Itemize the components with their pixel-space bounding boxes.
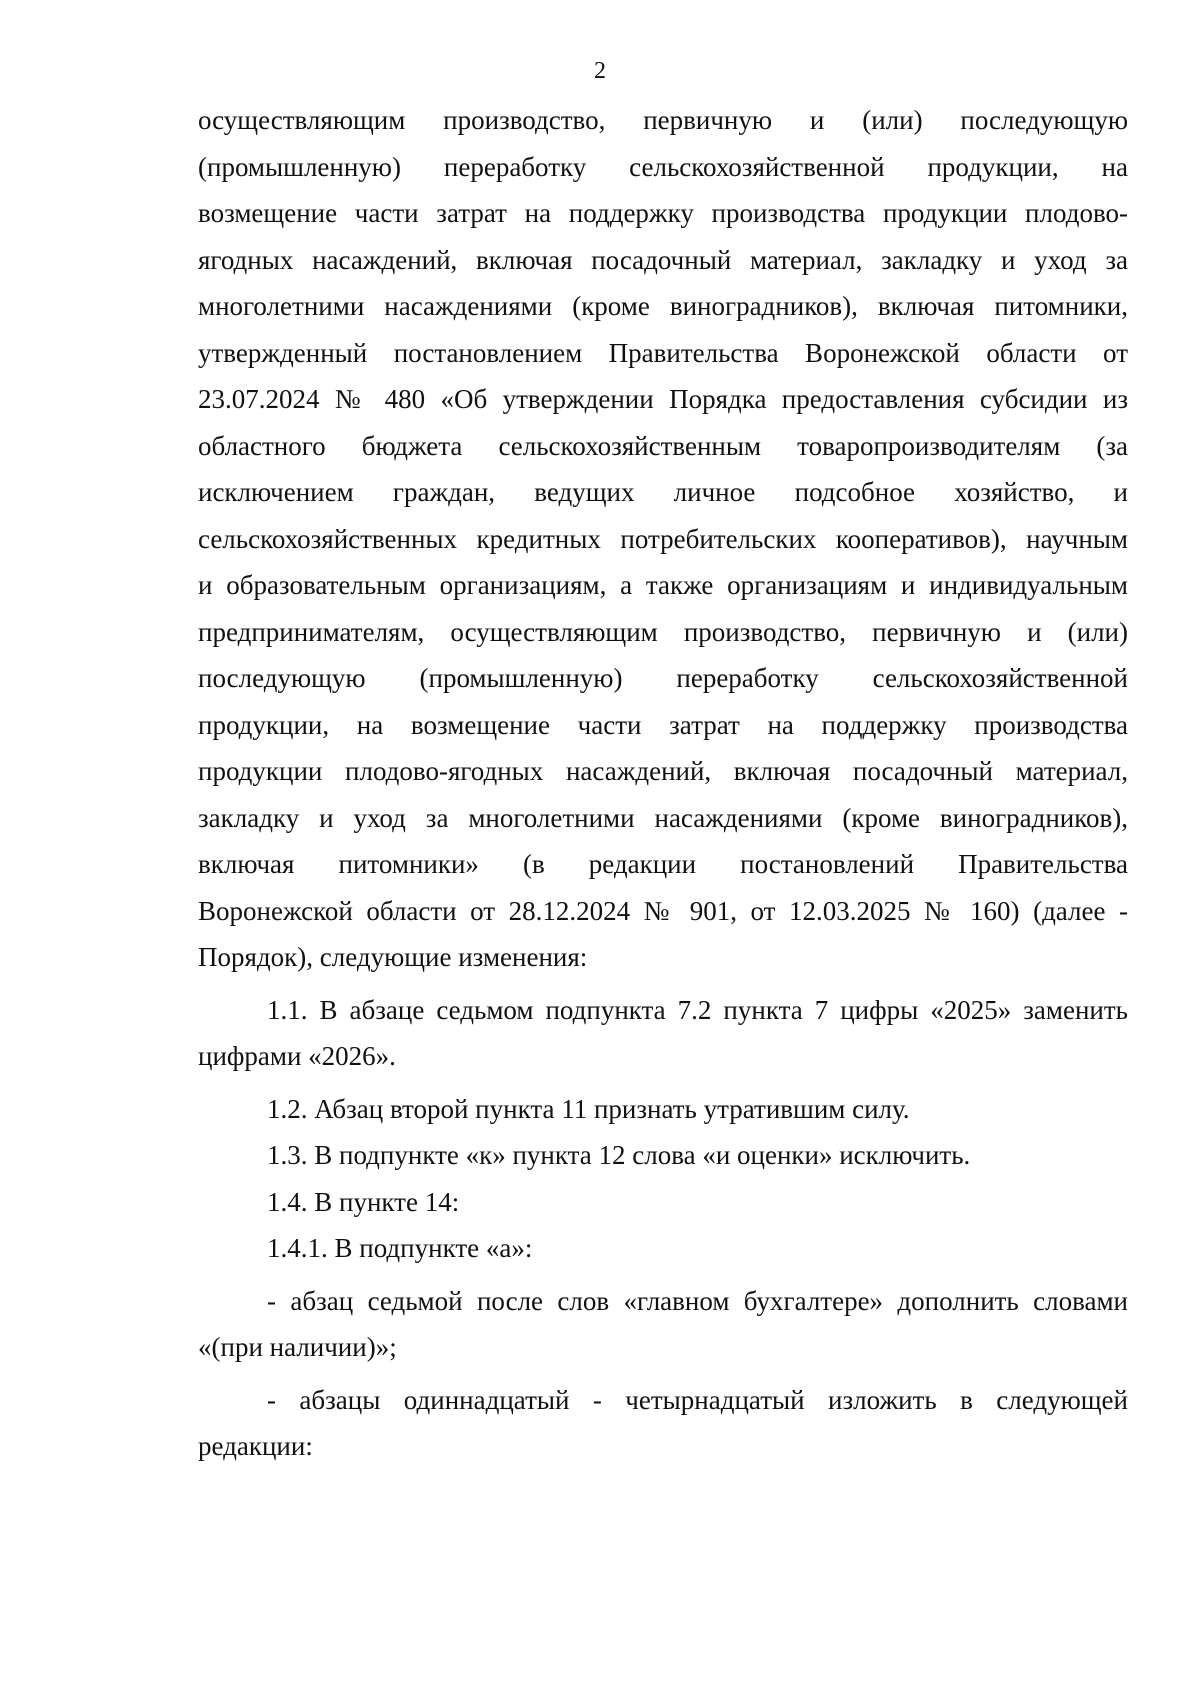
text-line: цифрами «2026». <box>198 1041 396 1071</box>
text-line: включая питомники» (в редакции постановлений Правительства <box>198 849 1128 879</box>
bullet-paragraphs-11-14: - абзацы одиннадцатый - четырнадцатый изложить в следующей <box>267 1384 1128 1415</box>
text-line: утвержденный постановлением Правительства Воронежской области от <box>198 337 1128 368</box>
text-line: закладку и уход за многолетними насаждениями (кроме виноградников), <box>198 802 1128 833</box>
text-line: продукции плодово-ягодных насаждений, включая посадочный материал, <box>198 756 1128 786</box>
text-line: Воронежской области от 28.12.2024 № 901, от 12.03.2025 № 160) (далее - <box>198 895 1128 926</box>
text-line: областного бюджета сельскохозяйственным товаропроизводителям (за <box>198 430 1128 461</box>
text-line: и образовательным организациям, а также организациям и индивидуальным <box>198 570 1128 600</box>
text-line: продукции, на возмещение части затрат на поддержку производства <box>198 709 1128 740</box>
text-line: Порядок), следующие изменения: <box>198 942 588 972</box>
text-line: многолетними насаждениями (кроме виноградников), включая питомники, <box>198 291 1128 321</box>
paragraph-1-1: 1.1. В абзаце седьмом подпункта 7.2 пункта 7 цифры «2025» заменить <box>267 994 1128 1025</box>
paragraph-1-4: 1.4. В пункте 14: <box>267 1186 460 1217</box>
text-line: возмещение части затрат на поддержку производства продукции плодово- <box>198 198 1128 228</box>
document-body <box>198 97 1128 1470</box>
text-line: исключением граждан, ведущих личное подсобное хозяйство, и <box>198 477 1128 507</box>
paragraph-1-2: 1.2. Абзац второй пункта 11 признать утратившим силу. <box>267 1093 910 1124</box>
text-line: предпринимателям, осуществляющим производство, первичную и (или) <box>198 616 1128 647</box>
text-line: осуществляющим производство, первичную и (или) последующую <box>198 105 1128 135</box>
text-line: сельскохозяйственных кредитных потребительских кооперативов), научным <box>198 523 1128 554</box>
text-line: редакции: <box>198 1431 313 1461</box>
text-line: ягодных насаждений, включая посадочный материал, закладку и уход за <box>198 244 1128 275</box>
text-line: 23.07.2024 № 480 «Об утверждении Порядка предоставления субсидии из <box>198 384 1128 414</box>
text-line: «(при наличии)»; <box>198 1332 397 1362</box>
bullet-paragraph-7: - абзац седьмой после слов «главном бухгалтере» дополнить словами <box>267 1285 1128 1316</box>
text-line: последующую (промышленную) переработку сельскохозяйственной <box>198 663 1128 693</box>
paragraph-1-3: 1.3. В подпункте «к» пункта 12 слова «и оценки» исключить. <box>267 1140 971 1170</box>
text-line: (промышленную) переработку сельскохозяйственной продукции, на <box>198 151 1128 182</box>
paragraph-1-4-1: 1.4.1. В подпункте «а»: <box>267 1233 533 1263</box>
page-number: 2 <box>594 58 606 84</box>
